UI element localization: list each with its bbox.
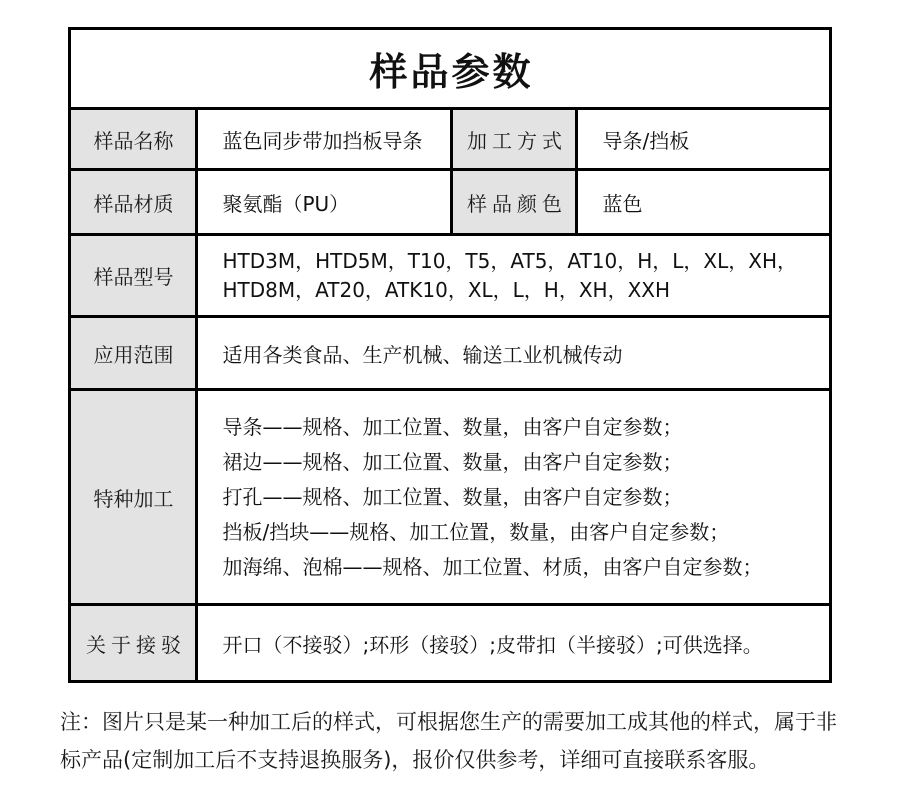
model-list-line: HTD8M，AT20，ATK10，XL，L，H，XH，XXH: [222, 277, 671, 302]
value-sample-model: [197, 235, 830, 317]
title-row: [70, 29, 830, 109]
table-title: 样品参数: [70, 29, 830, 109]
table-row: [70, 170, 830, 235]
model-list-line: HTD3M，HTD5M，T10，T5，AT5，AT10，H，L，XL，XH，: [222, 248, 797, 273]
table-row: [70, 317, 830, 390]
table-row: [70, 605, 830, 682]
footer-note: 注：图片只是某一种加工后的样式，可根据您生产的需要加工成其他的样式，属于非标产品(定制加工后不支持退换服务)，报价仅供参考，详细可直接联系客服。: [60, 710, 837, 772]
value-splicing: 开口（不接驳）;环形（接驳）;皮带扣（半接驳）;可供选择。: [197, 605, 830, 682]
table-row: [70, 390, 830, 605]
table-row: [70, 235, 830, 317]
label-sample-material: 样品材质: [70, 170, 197, 235]
table-row: [70, 109, 830, 170]
value-sample-color: 蓝色: [577, 170, 830, 235]
special-processing-line: 打孔——规格、加工位置、数量，由客户自定参数；: [222, 484, 683, 509]
special-processing-line: 挡板/挡块——规格、加工位置，数量，由客户自定参数；: [222, 519, 730, 544]
label-processing-method: 加工方式: [452, 109, 577, 170]
value-application-range: 适用各类食品、生产机械、输送工业机械传动: [197, 317, 830, 390]
special-processing-line: 裙边——规格、加工位置、数量，由客户自定参数；: [222, 449, 683, 474]
label-sample-model: 样品型号: [70, 235, 197, 317]
label-splicing: 关于接驳: [70, 605, 197, 682]
special-processing-line: 导条——规格、加工位置、数量，由客户自定参数；: [222, 414, 683, 439]
special-processing-line: 加海绵、泡棉——规格、加工位置、材质，由客户自定参数；: [222, 554, 763, 579]
value-special-processing: [197, 390, 830, 605]
value-processing-method: 导条/挡板: [577, 109, 830, 170]
label-sample-color: 样品颜色: [452, 170, 577, 235]
value-sample-material: 聚氨酯（PU）: [197, 170, 452, 235]
value-sample-name: 蓝色同步带加挡板导条: [197, 109, 452, 170]
sample-parameters-table: [68, 27, 831, 683]
label-application-range: 应用范围: [70, 317, 197, 390]
label-sample-name: 样品名称: [70, 109, 197, 170]
label-special-processing: 特种加工: [70, 390, 197, 605]
